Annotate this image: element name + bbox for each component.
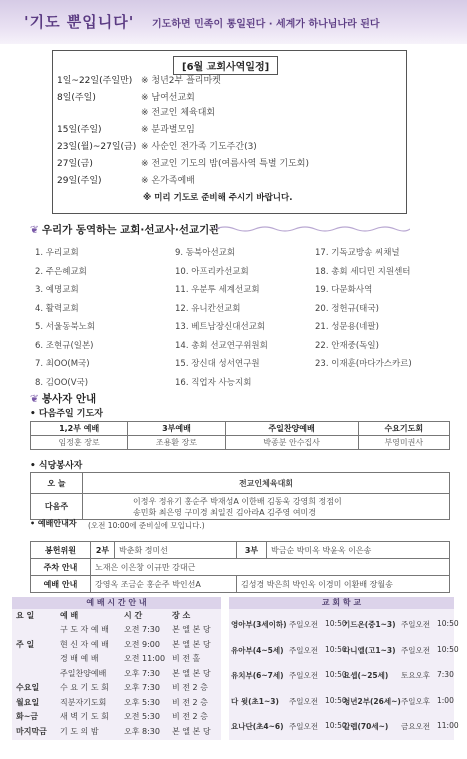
school-name: 요셉(~25세) <box>343 671 389 680</box>
school-time: 금요오전 <box>401 722 430 731</box>
leaf-icon: ❦ <box>30 224 39 236</box>
worship-cell: 오전 11:00 <box>124 654 166 663</box>
school-hour: 10:50 <box>325 695 347 705</box>
worship-times-panel <box>12 597 221 740</box>
prayer-header: 3부예배 <box>128 422 225 436</box>
school-hour: 10:50 <box>437 619 459 628</box>
prayer-value: 부영미권사 <box>358 436 449 450</box>
school-time: 주일오전 <box>289 620 318 629</box>
guide-subheading: • 예배안내자 <box>30 519 77 528</box>
school-hour: 1:00 <box>437 695 454 705</box>
school-hour: 11:00 <box>437 721 459 730</box>
partners-heading: ❦ 우리가 동역하는 교회·선교사·선교기관 <box>30 224 220 236</box>
worship-cell: 월요일 <box>16 697 40 707</box>
worship-cell: 수요일 <box>16 683 40 692</box>
guide-label: 주차 안내 <box>31 559 91 576</box>
school-time: 주일오후 <box>401 696 430 706</box>
school-name: 요나단(초4~6) <box>231 722 284 731</box>
worship-cell: 오후 5:30 <box>124 697 160 707</box>
guide-part: 3부 <box>237 542 267 559</box>
partner-item: 14. 총회 선교연구위원회 <box>175 340 268 351</box>
worship-cell: 본 엘 본 당 <box>172 668 211 678</box>
worship-cell: 오전 7:30 <box>124 625 160 634</box>
guide-value: 박춘화 정미선 <box>115 542 237 559</box>
header-slogan: 기도하면 민족이 통일된다 · 세계가 하나님나라 된다 <box>152 19 380 30</box>
school-hour: 7:30 <box>437 670 454 679</box>
school-name: 다니엘(고1~3) <box>343 645 396 655</box>
worship-row <box>12 711 221 723</box>
worship-cell: 마지막금 <box>16 726 47 736</box>
partner-item: 17. 기독교방송 씨채널 <box>315 248 400 258</box>
school-time: 주일오전 <box>289 722 318 731</box>
school-hour: 10:50 <box>325 670 347 679</box>
school-name: 기드온(중1~3) <box>343 620 396 629</box>
meal-today-label: 오 늘 <box>31 473 83 494</box>
worship-cell: 본 엘 본 당 <box>172 726 211 736</box>
school-name: 청년2부(26세~) <box>343 696 401 706</box>
worship-cell: 오후 7:30 <box>124 668 160 678</box>
partner-item: 8. 김OO(V국) <box>35 377 89 388</box>
worship-cell: 수 요 기 도 회 <box>60 683 109 692</box>
worship-cell: 주 일 <box>16 639 35 649</box>
guide-value: 강영옥 조금순 홍순주 박인선A <box>91 576 237 593</box>
guide-table <box>30 541 450 593</box>
worship-cell: 주일찬양예배 <box>60 668 107 678</box>
worship-cell: 구 도 자 예 배 <box>60 625 109 634</box>
worship-times-columns: 요 일 예 배 시 간 장 소 <box>16 611 191 620</box>
partner-item: 2. 주은혜교회 <box>35 266 87 277</box>
meal-next-value: 이정우 정유기 홍순주 박재성A 이한배 김동욱 강영희 정점이 송민화 최은영 구미경 최일진 김아라A 김주영 여미경 <box>83 494 450 520</box>
school-time: 토요오후 <box>401 671 430 680</box>
worship-cell: 오전 5:30 <box>124 712 160 721</box>
school-time: 주일오전 <box>289 671 318 680</box>
guide-label: 봉헌위원 <box>31 542 91 559</box>
worship-cell: 새 벽 기 도 회 <box>60 712 109 721</box>
worship-cell: 화~금 <box>16 712 39 721</box>
worship-cell: 비 전 2 층 <box>172 697 208 707</box>
worship-cell: 오전 9:00 <box>124 639 160 649</box>
school-time: 주일오전 <box>401 645 430 655</box>
school-time: 주일오전 <box>289 645 318 655</box>
prayer-header: 수요기도회 <box>358 422 449 436</box>
partner-item: 9. 동북아선교회 <box>175 248 236 258</box>
partner-item: 7. 최OO(M국) <box>35 359 90 369</box>
partner-item: 10. 아프리카선교회 <box>175 266 249 277</box>
meal-today-value: 전교인체육대회 <box>83 473 450 494</box>
partner-item: 23. 이재훈(마다가스카르) <box>315 359 412 369</box>
worship-row <box>12 682 221 694</box>
guide-value: 김성경 박은희 박인옥 이경미 이환배 장월송 <box>237 576 450 593</box>
guide-note: (오전 10:00에 준비실에 모입니다.) <box>88 521 205 530</box>
partner-item: 6. 조현규(일본) <box>35 340 94 351</box>
school-hour: 10:50 <box>325 644 347 654</box>
school-name: 갈렙(70세~) <box>343 722 389 731</box>
guide-label: 예배 안내 <box>31 576 91 593</box>
partner-item: 11. 우분투 세계선교회 <box>175 285 260 295</box>
worship-cell: 비 전 2 층 <box>172 712 208 721</box>
worship-cell: 경 배 예 배 <box>60 654 99 663</box>
service-heading: ❦ 봉사자 안내 <box>30 393 97 405</box>
school-name: 유아부(4~5세) <box>231 645 284 655</box>
worship-cell: 직분자기도회 <box>60 697 107 707</box>
church-school-panel <box>229 597 459 740</box>
meal-table <box>30 472 450 520</box>
partner-item: 22. 안재중(독일) <box>315 340 379 351</box>
guide-part: 2부 <box>91 542 115 559</box>
guide-value: 박금순 박미옥 박윤옥 이은송 <box>267 542 450 559</box>
schedule-box: [6월 교회사역일정] 1일~22일(주일만) ※ 청년2부 플리마켓 8일(주일) ※ 남여선교회 ※ 전교인 체육대회 15일(주일) ※ 분과별모임 23일(월)~27일(금) ※ 사순인 전가족 기도주간(3) 27일(금) ※ 전교인 기도의 밤(여름사역 특별 기도회) 29일(주일) ※ 온가족예배 ※ 미리 기도로 준비해 주시기 바랍니다. <box>52 50 407 214</box>
prayer-header: 1,2부 예배 <box>31 422 128 436</box>
worship-row <box>12 653 221 665</box>
partner-item: 21. 성문용(네팔) <box>315 322 379 332</box>
header-title: '기도 뿐입니다' <box>24 13 135 31</box>
partner-item: 5. 서울동북노회 <box>35 322 96 332</box>
worship-cell: 오후 8:30 <box>124 726 160 736</box>
partner-item: 20. 정헌규(태국) <box>315 303 379 314</box>
school-name: 다 윗(초1~3) <box>231 696 279 706</box>
worship-cell: 본 엘 본 당 <box>172 625 211 634</box>
worship-row <box>12 697 221 709</box>
schedule-notice: ※ 미리 기도로 준비해 주시기 바랍니다. <box>143 193 293 203</box>
partner-item: 4. 활력교회 <box>35 303 79 314</box>
school-name: 유치부(6~7세) <box>231 671 284 680</box>
partner-item: 15. 장신대 성서연구원 <box>175 359 260 369</box>
school-hour: 10:50 <box>325 619 347 628</box>
prayer-table <box>30 421 450 450</box>
worship-row <box>12 639 221 651</box>
page-header <box>0 0 467 44</box>
partner-item: 18. 총회 세디민 지원센터 <box>315 266 411 277</box>
school-hour: 10:50 <box>325 721 347 730</box>
partner-item: 3. 예명교회 <box>35 285 79 295</box>
worship-cell: 현 신 자 예 배 <box>60 639 109 649</box>
partner-item: 12. 유니칸선교회 <box>175 303 241 314</box>
prayer-value: 박종분 안수집사 <box>225 436 358 450</box>
school-time: 주일오전 <box>289 696 318 706</box>
prayer-header: 주일찬양예배 <box>225 422 358 436</box>
worship-cell: 오후 7:30 <box>124 683 160 692</box>
worship-cell: 본 엘 본 당 <box>172 639 211 649</box>
meal-next-label: 다음주 <box>31 494 83 520</box>
partner-item: 1. 우리교회 <box>35 248 79 258</box>
school-time: 주일오전 <box>401 620 430 629</box>
wave-decoration <box>215 225 410 233</box>
worship-times-title: 예 배 시 간 안 내 <box>12 597 221 609</box>
school-name: 영아부(3세이하) <box>231 620 287 629</box>
partner-item: 16. 직업자 사능지회 <box>175 377 252 388</box>
worship-cell: 기 도 의 밤 <box>60 726 99 736</box>
meal-subheading: • 식당봉사자 <box>30 461 83 471</box>
prayer-value: 임정훈 장로 <box>31 436 128 450</box>
prayer-subheading: • 다음주일 기도자 <box>30 409 103 419</box>
school-hour: 10:50 <box>437 644 459 654</box>
worship-row <box>12 624 221 636</box>
partner-item: 13. 베트남장신대선교회 <box>175 322 266 332</box>
schedule-title: [6월 교회사역일정] <box>173 56 278 75</box>
worship-row <box>12 726 221 738</box>
guide-value: 노재은 이은창 이규만 강대근 <box>91 559 450 576</box>
worship-cell: 비 전 2 층 <box>172 683 208 692</box>
partner-item: 19. 다문화사역 <box>315 285 373 295</box>
church-school-title: 교 회 학 교 <box>229 597 454 609</box>
prayer-value: 조용환 장로 <box>128 436 225 450</box>
leaf-icon: ❦ <box>30 393 39 405</box>
worship-row <box>12 668 221 680</box>
worship-cell: 비 전 홀 <box>172 654 201 663</box>
